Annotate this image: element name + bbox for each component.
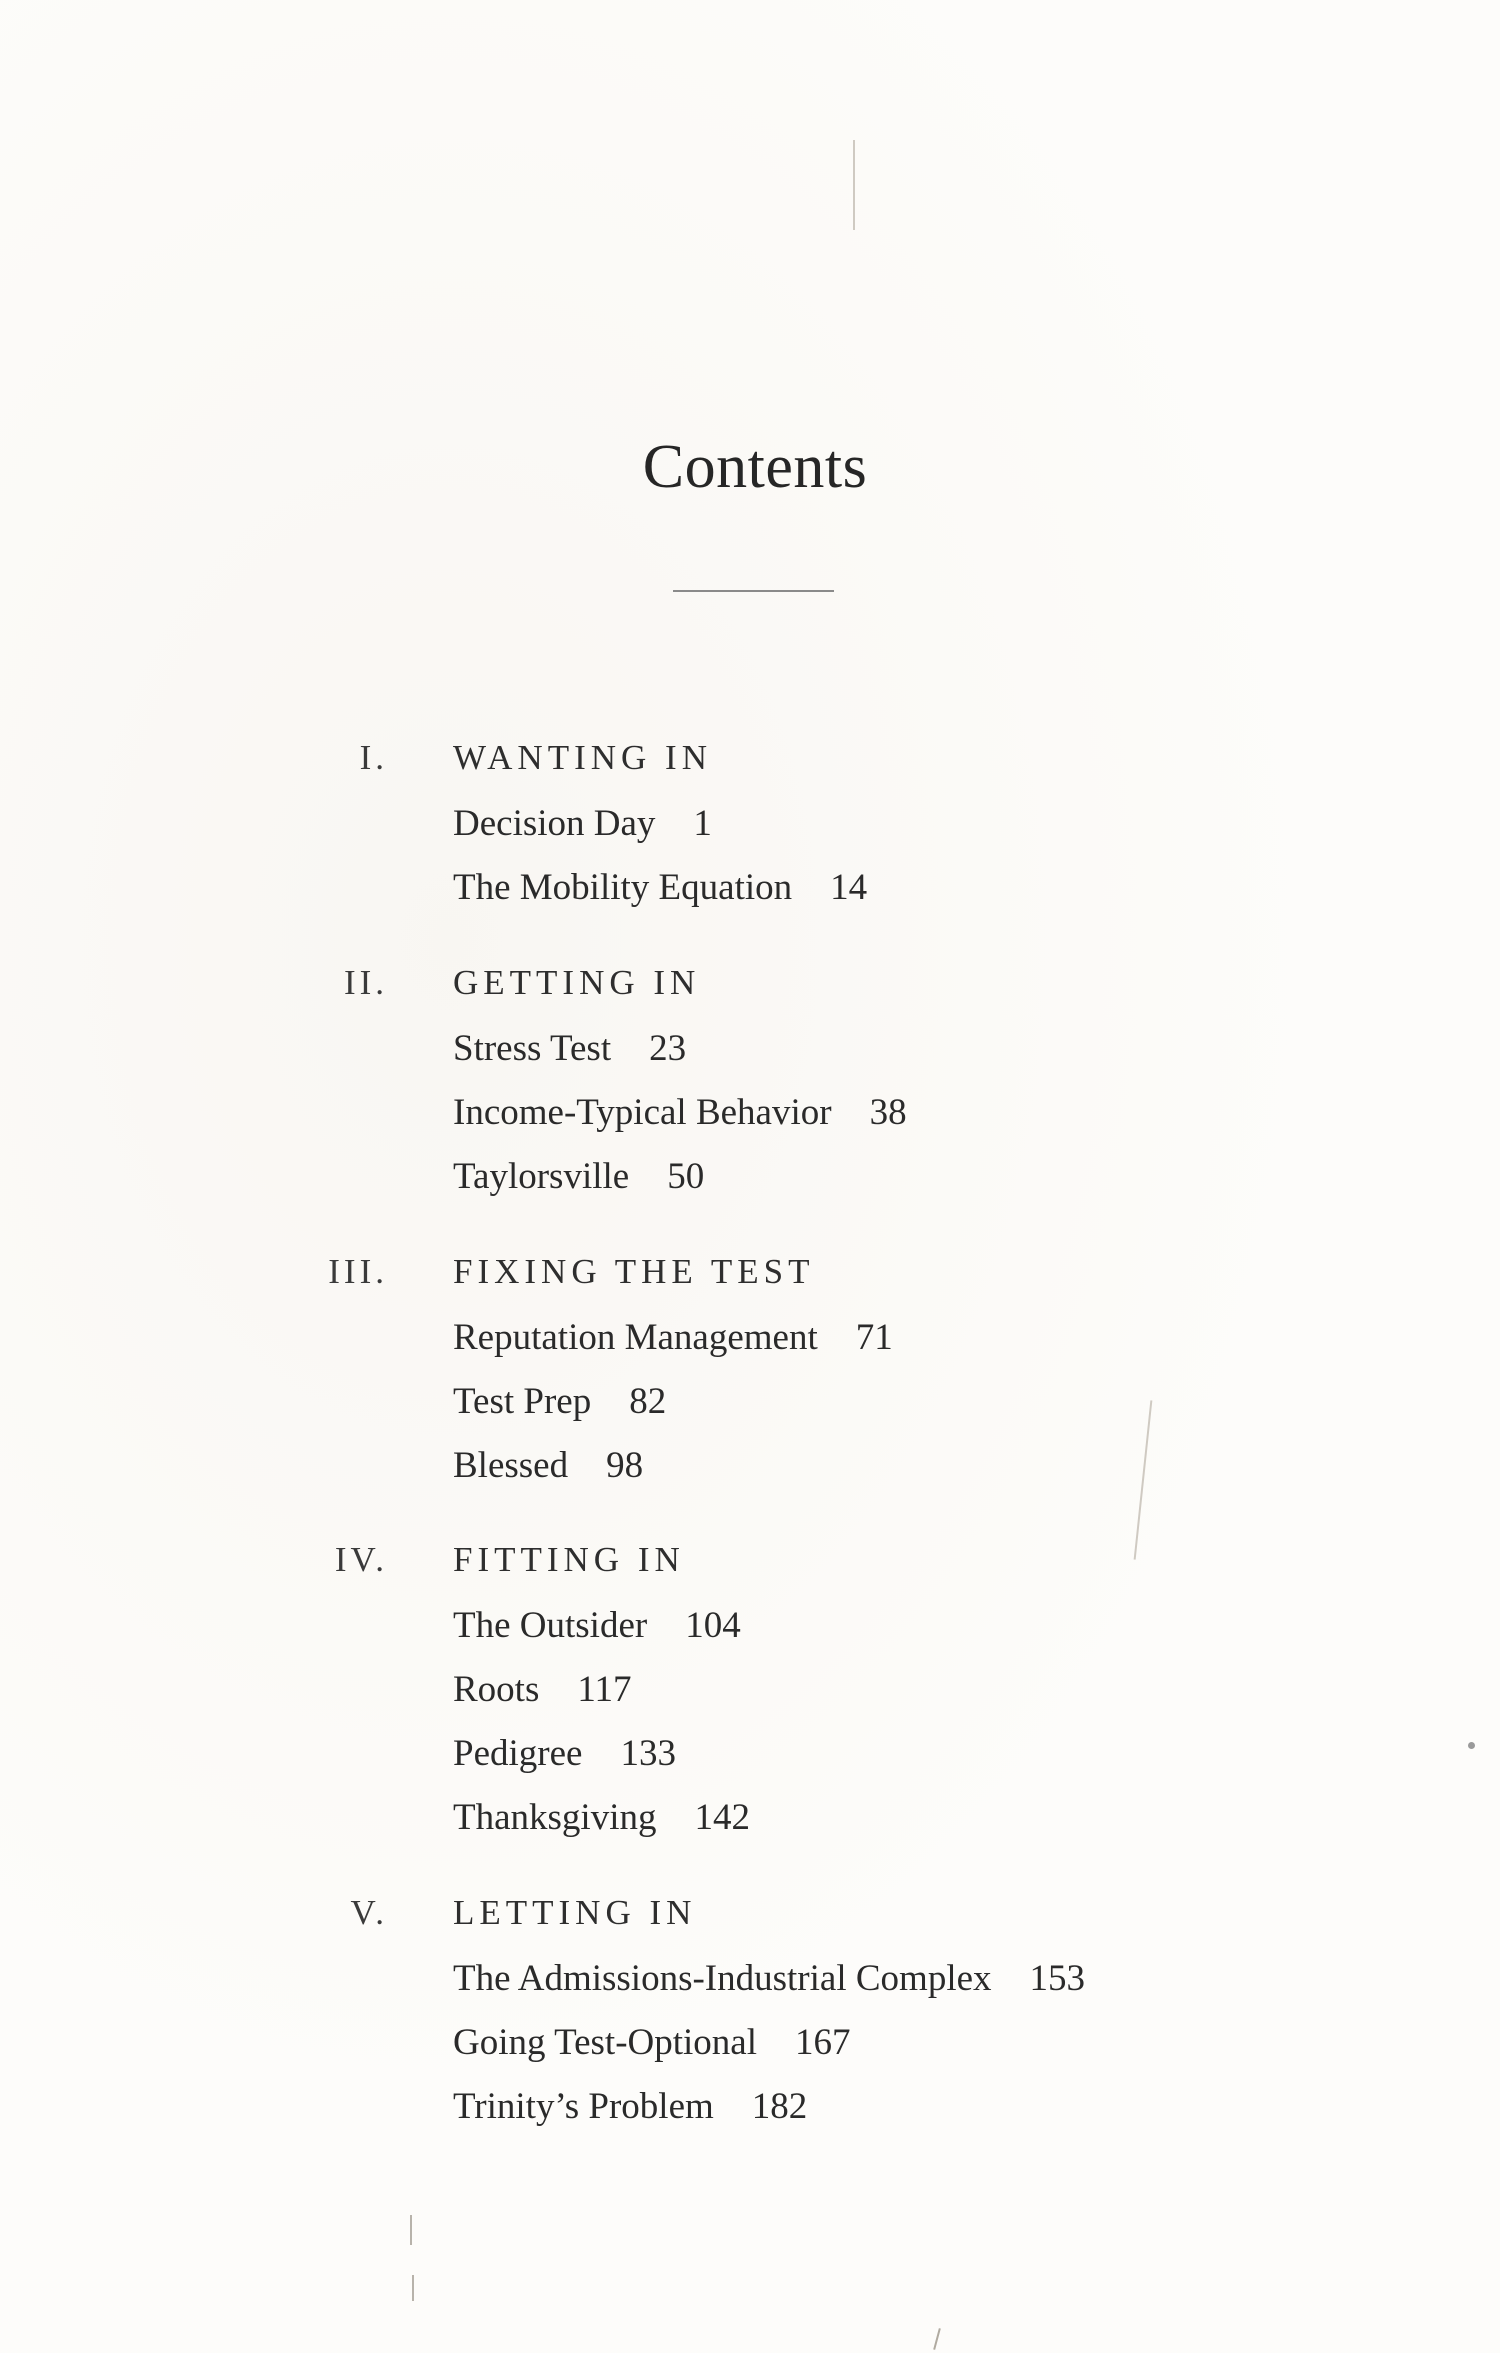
- scan-speck: [1468, 1742, 1475, 1749]
- page-number: 117: [577, 1669, 632, 1710]
- chapter-title: Taylorsville: [453, 1156, 630, 1197]
- part-numeral: I.: [359, 738, 388, 777]
- part-numeral: IV.: [334, 1540, 388, 1579]
- chapter-title: Pedigree: [453, 1733, 583, 1774]
- toc-entry[interactable]: [453, 2021, 851, 2064]
- part-title: FIXING THE TEST: [453, 1252, 815, 1291]
- part-numeral: III.: [328, 1252, 388, 1291]
- part-title: WANTING IN: [453, 738, 712, 777]
- toc-entry[interactable]: [453, 1091, 907, 1134]
- toc-entry[interactable]: [453, 802, 712, 845]
- toc-entry[interactable]: [453, 1155, 704, 1198]
- page-number: 82: [629, 1381, 667, 1422]
- chapter-title: Trinity’s Problem: [453, 2086, 714, 2127]
- toc-entry[interactable]: [453, 1957, 1085, 2000]
- toc-entry[interactable]: [453, 1796, 750, 1839]
- page-number: 23: [649, 1028, 687, 1069]
- part-title: LETTING IN: [453, 1893, 697, 1932]
- page-number: 142: [694, 1797, 750, 1838]
- part-title: FITTING IN: [453, 1540, 685, 1579]
- part-title: GETTING IN: [453, 963, 701, 1002]
- page-number: 71: [855, 1317, 893, 1358]
- chapter-title: The Mobility Equation: [453, 867, 793, 908]
- chapter-title: Decision Day: [453, 803, 656, 844]
- chapter-title: Reputation Management: [453, 1317, 818, 1358]
- scan-scratch: [853, 140, 855, 230]
- chapter-title: Going Test-Optional: [453, 2022, 758, 2063]
- scan-scratch: [412, 2275, 414, 2301]
- toc-entry[interactable]: [453, 1732, 676, 1775]
- page-number: 14: [830, 867, 868, 908]
- chapter-title: The Outsider: [453, 1605, 648, 1646]
- chapter-title: Test Prep: [453, 1381, 592, 1422]
- toc-entry[interactable]: [453, 1380, 666, 1423]
- page-number: 38: [869, 1092, 907, 1133]
- chapter-title: Stress Test: [453, 1028, 612, 1069]
- page-number: 133: [620, 1733, 676, 1774]
- page-number: 104: [685, 1605, 741, 1646]
- chapter-title: Roots: [453, 1669, 540, 1710]
- chapter-title: Blessed: [453, 1445, 569, 1486]
- chapter-title: Thanksgiving: [453, 1797, 657, 1838]
- toc-entry[interactable]: [453, 1027, 686, 1070]
- part-numeral: V.: [350, 1893, 388, 1932]
- page-number: 153: [1029, 1958, 1086, 1999]
- page-title: Contents: [642, 433, 868, 501]
- part-numeral: II.: [343, 963, 388, 1002]
- toc-entry[interactable]: [453, 1316, 893, 1359]
- page-number: 182: [751, 2086, 808, 2127]
- page-number: 167: [795, 2022, 851, 2063]
- chapter-title: The Admissions-Industrial Complex: [453, 1958, 992, 1999]
- scan-scratch: [410, 2215, 412, 2245]
- toc-entry[interactable]: [453, 866, 867, 909]
- toc-entry[interactable]: [453, 1668, 632, 1711]
- toc-entry[interactable]: [453, 1604, 741, 1647]
- chapter-title: Income-Typical Behavior: [453, 1092, 832, 1133]
- toc-entry[interactable]: [453, 2085, 807, 2128]
- toc-entry[interactable]: [453, 1444, 643, 1487]
- page-number: 1: [693, 803, 712, 844]
- page-number: 50: [667, 1156, 705, 1197]
- page-number: 98: [606, 1445, 644, 1486]
